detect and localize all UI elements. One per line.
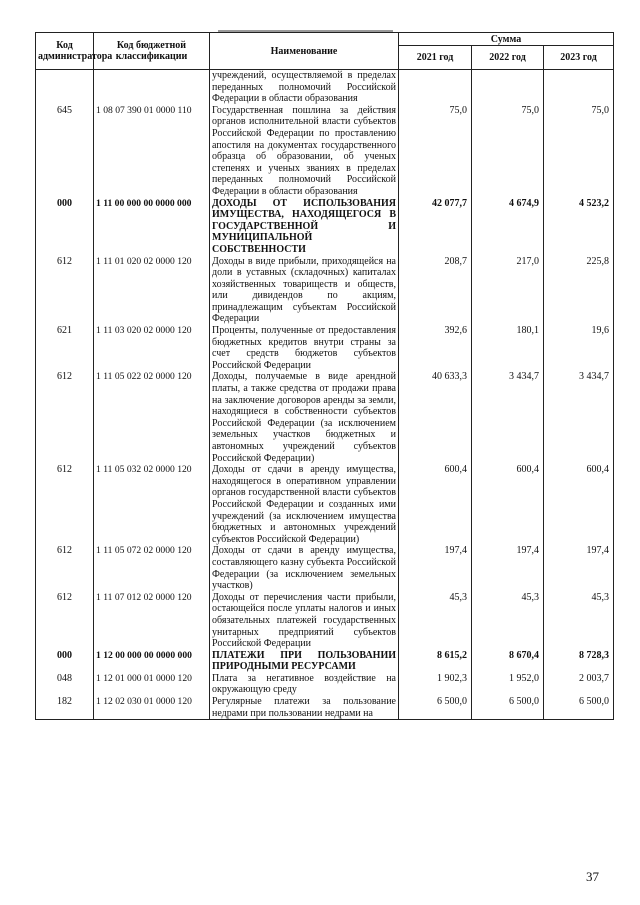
cell-budget-code: 1 11 05 072 02 0000 120	[94, 545, 210, 591]
table-row	[36, 325, 614, 371]
cell-sum-2022: 180,1	[472, 325, 544, 371]
cell-sum-2022: 8 670,4	[472, 650, 544, 673]
cell-sum-2021: 40 633,3	[399, 371, 472, 464]
page-number: 37	[586, 869, 599, 884]
table-body	[36, 70, 614, 720]
cell-budget-code: 1 08 07 390 01 0000 110	[94, 105, 210, 198]
cell-name: Доходы от сдачи в аренду имущества, находящегося в оперативном управлении органов государственной власти субъектов Российской Федерации и созданных ими учреждений (за исключением имущества бюджетных и автономных учреждений субъектов Российской Федерации)	[210, 464, 399, 545]
cell-name: Доходы от сдачи в аренду имущества, составляющего казну субъекта Российской Федерации (за исключением земельных участков)	[210, 545, 399, 591]
cell-sum-2022: 3 434,7	[472, 371, 544, 464]
cell-sum-2023: 8 728,3	[544, 650, 614, 673]
cell-sum-2022: 6 500,0	[472, 696, 544, 720]
cell-budget-code: 1 11 03 020 02 0000 120	[94, 325, 210, 371]
cell-budget-code: 1 11 05 032 02 0000 120	[94, 464, 210, 545]
budget-table	[35, 32, 614, 720]
cell-sum-2022: 45,3	[472, 592, 544, 650]
cell-budget-code: 1 11 07 012 02 0000 120	[94, 592, 210, 650]
cell-name: Доходы в виде прибыли, приходящейся на доли в уставных (складочных) капиталах хозяйственных товариществ и обществ, или дивидендов по акциям, принадлежащим субъектам Российской Федерации	[210, 256, 399, 326]
cell-sum-2023: 600,4	[544, 464, 614, 545]
cell-sum-2023: 225,8	[544, 256, 614, 326]
cell-budget-code: 1 11 05 022 02 0000 120	[94, 371, 210, 464]
cell-adm-code: 182	[36, 696, 94, 720]
cell-budget-code: 1 11 00 000 00 0000 000	[94, 198, 210, 256]
cell-sum-2022: 217,0	[472, 256, 544, 326]
cell-adm-code: 612	[36, 545, 94, 591]
cell-sum-2023: 6 500,0	[544, 696, 614, 720]
cell-name: Государственная пошлина за действия органов исполнительной власти субъектов Российской Федерации по проставлению апостиля на документах государственного образца об образовании, об ученых степенях и ученых званиях в пределах переданных полномочий Российской Федерации в области образования	[210, 105, 399, 198]
cell-sum-2021: 45,3	[399, 592, 472, 650]
cell-sum-2023: 19,6	[544, 325, 614, 371]
header-year-2023: 2023 год	[544, 46, 614, 70]
table-row	[36, 70, 614, 105]
cell-sum-2023: 197,4	[544, 545, 614, 591]
cell-name: Проценты, полученные от предоставления бюджетных кредитов внутри страны за счет средств бюджетов субъектов Российской Федерации	[210, 325, 399, 371]
cell-adm-code: 000	[36, 198, 94, 256]
cell-adm-code	[36, 70, 94, 105]
cell-adm-code: 612	[36, 464, 94, 545]
cell-sum-2021: 600,4	[399, 464, 472, 545]
cell-sum-2023: 2 003,7	[544, 673, 614, 696]
header-name: Наименование	[210, 33, 399, 70]
cell-sum-2022: 4 674,9	[472, 198, 544, 256]
cell-sum-2023: 45,3	[544, 592, 614, 650]
table-row	[36, 592, 614, 650]
cell-name: Доходы от перечисления части прибыли, остающейся после уплаты налогов и иных обязательных платежей государственных унитарных предприятий субъектов Российской Федерации	[210, 592, 399, 650]
cell-name: Регулярные платежи за пользование недрами при пользовании недрами на	[210, 696, 399, 720]
cell-budget-code: 1 12 02 030 01 0000 120	[94, 696, 210, 720]
table-row	[36, 673, 614, 696]
cell-adm-code: 612	[36, 256, 94, 326]
cell-sum-2022: 75,0	[472, 105, 544, 198]
cell-adm-code: 621	[36, 325, 94, 371]
cell-name: Доходы, получаемые в виде арендной платы, а также средства от продажи права на заключение договоров аренды за земли, находящиеся в собственности субъектов Российской Федерации (за исключением земельных участков бюджетных и автономных учреждений субъектов Российской Федерации)	[210, 371, 399, 464]
cell-sum-2023: 3 434,7	[544, 371, 614, 464]
cell-sum-2021: 6 500,0	[399, 696, 472, 720]
cell-sum-2022	[472, 70, 544, 105]
cell-adm-code: 048	[36, 673, 94, 696]
table-row	[36, 256, 614, 326]
table-row	[36, 371, 614, 464]
cell-budget-code	[94, 70, 210, 105]
cell-sum-2023	[544, 70, 614, 105]
cell-sum-2021: 392,6	[399, 325, 472, 371]
header-sum: Сумма	[399, 33, 614, 46]
cell-budget-code: 1 12 00 000 00 0000 000	[94, 650, 210, 673]
cell-sum-2021: 1 902,3	[399, 673, 472, 696]
cell-adm-code: 000	[36, 650, 94, 673]
cell-sum-2022: 600,4	[472, 464, 544, 545]
table-row	[36, 105, 614, 198]
cell-name: ДОХОДЫ ОТ ИСПОЛЬЗОВАНИЯ ИМУЩЕСТВА, НАХОДЯЩЕГОСЯ В ГОСУДАРСТВЕННОЙ И МУНИЦИПАЛЬНОЙ СОБСТВЕННОСТИ	[210, 198, 399, 256]
table-row	[36, 464, 614, 545]
cell-sum-2023: 4 523,2	[544, 198, 614, 256]
cell-sum-2021: 42 077,7	[399, 198, 472, 256]
cell-sum-2021: 75,0	[399, 105, 472, 198]
cell-name: Плата за негативное воздействие на окружающую среду	[210, 673, 399, 696]
cell-sum-2021	[399, 70, 472, 105]
header-adm-code: Код администратора	[36, 33, 94, 70]
header-year-2021: 2021 год	[399, 46, 472, 70]
cell-sum-2022: 1 952,0	[472, 673, 544, 696]
cell-adm-code: 612	[36, 592, 94, 650]
cell-sum-2021: 197,4	[399, 545, 472, 591]
header-year-2022: 2022 год	[472, 46, 544, 70]
cell-sum-2021: 8 615,2	[399, 650, 472, 673]
cell-budget-code: 1 12 01 000 01 0000 120	[94, 673, 210, 696]
table-row	[36, 650, 614, 673]
cell-adm-code: 645	[36, 105, 94, 198]
cell-adm-code: 612	[36, 371, 94, 464]
table-row	[36, 545, 614, 591]
cell-sum-2022: 197,4	[472, 545, 544, 591]
cell-name: учреждений, осуществляемой в пределах переданных полномочий Российской Федерации в области образования	[210, 70, 399, 105]
table-row	[36, 696, 614, 720]
header-budget-code: Код бюджетной классификации	[94, 33, 210, 70]
table-row	[36, 198, 614, 256]
cell-name: ПЛАТЕЖИ ПРИ ПОЛЬЗОВАНИИ ПРИРОДНЫМИ РЕСУРСАМИ	[210, 650, 399, 673]
cell-sum-2023: 75,0	[544, 105, 614, 198]
cell-budget-code: 1 11 01 020 02 0000 120	[94, 256, 210, 326]
cell-sum-2021: 208,7	[399, 256, 472, 326]
